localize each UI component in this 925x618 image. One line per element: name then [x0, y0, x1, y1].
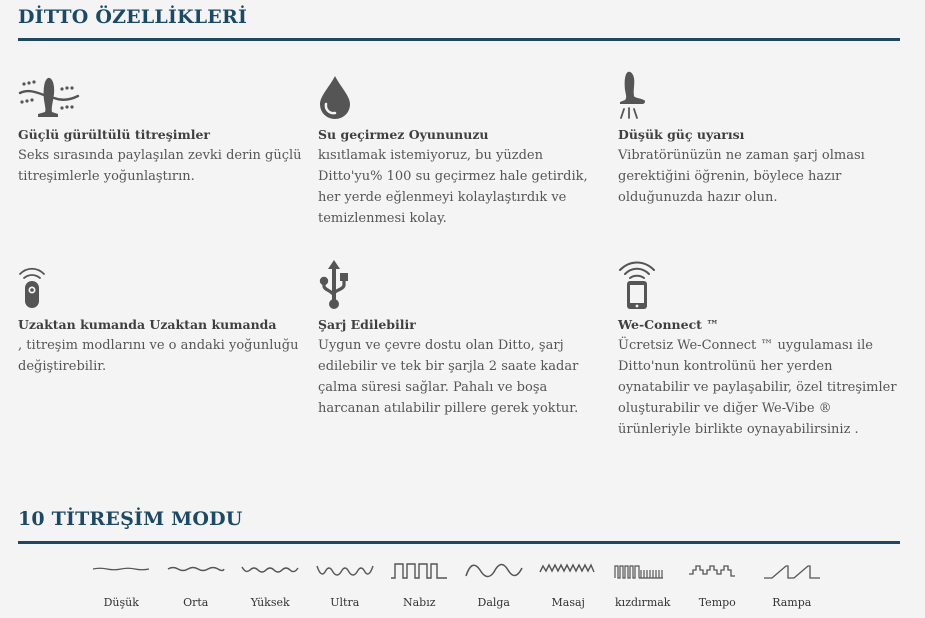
- sine-wave-icon: [464, 560, 524, 586]
- vibration-plug-icon: [18, 72, 303, 124]
- feature-title: Güçlü gürültülü titreşimler: [18, 127, 210, 142]
- mode-rampa: [755, 560, 830, 618]
- zigzag-icon: [538, 560, 598, 586]
- mode-label: Rampa: [772, 596, 812, 609]
- feature-remote-control: [18, 262, 303, 377]
- mode-label: Nabız: [402, 596, 436, 609]
- features-title-underline: [18, 38, 900, 41]
- tease-pattern-icon: [613, 560, 673, 586]
- feature-description: Seks sırasında paylaşılan zevki derin güçlü titreşimlerle yoğunlaştırın.: [18, 148, 302, 184]
- feature-description: Uygun ve çevre dostu olan Ditto, şarj edilebilir ve tek bir şarjla 2 saate kadar çalma süresi sağlar. Pahalı ve boşa harcanan atılabilir pillere gerek yoktur.: [318, 338, 579, 416]
- feature-title: We-Connect ™: [618, 317, 719, 332]
- feature-description: Ücretsiz We-Connect ™ uygulaması ile Ditto'nun kontrolünü her yerden oynatabilir ve paylaşabilir, özel titreşimler oluşturabilir ve diğer We-Vibe ® ürünleriyle birlikte oynayabilirsiniz .: [618, 338, 897, 437]
- mode-label: Ultra: [330, 596, 360, 609]
- usb-icon: [318, 262, 603, 314]
- wave-high-icon: [240, 560, 300, 586]
- mode-kizdirmak: [606, 560, 681, 618]
- smartphone-wireless-icon: [618, 262, 903, 314]
- mode-label: kızdırmak: [615, 596, 671, 609]
- features-section-title: DİTTO ÖZELLİKLERİ: [18, 6, 248, 28]
- ramp-icon: [762, 560, 822, 586]
- vibration-modes-list: [84, 560, 844, 618]
- low-power-plug-icon: [618, 72, 903, 124]
- pulse-square-icon: [389, 560, 449, 586]
- mode-orta: [159, 560, 234, 618]
- tempo-step-icon: [687, 560, 747, 586]
- mode-label: Tempo: [698, 596, 736, 609]
- feature-title: Düşük güç uyarısı: [618, 127, 745, 142]
- modes-title-underline: [18, 541, 900, 544]
- mode-label: Yüksek: [250, 596, 290, 609]
- mode-nabiz: [382, 560, 457, 618]
- feature-vibrations: [18, 72, 303, 187]
- wave-ultra-icon: [315, 560, 375, 586]
- feature-description: Vibratörünüzün ne zaman şarj olması gerektiğini öğrenin, böylece hazır olduğunuzda hazır olun.: [618, 148, 865, 205]
- wave-low-icon: [91, 560, 151, 586]
- modes-section-title: 10 TİTREŞİM MODU: [18, 508, 243, 530]
- feature-title: Şarj Edilebilir: [318, 317, 416, 332]
- mode-dalga: [457, 560, 532, 618]
- mode-yuksek: [233, 560, 308, 618]
- mode-label: Masaj: [551, 596, 585, 609]
- remote-control-icon: [18, 262, 303, 314]
- feature-description: kısıtlamak istemiyoruz, bu yüzden Ditto'yu% 100 su geçirmez hale getirdik, her yerde eğlenmeyi kolaylaştırdık ve temizlenmesi kolay.: [318, 148, 588, 226]
- water-drop-icon: [318, 72, 603, 124]
- feature-we-connect: [618, 262, 903, 440]
- mode-label: Dalga: [477, 596, 510, 609]
- mode-label: Orta: [183, 596, 209, 609]
- feature-low-power: [618, 72, 903, 208]
- feature-title: Su geçirmez Oyununuzu: [318, 127, 489, 142]
- feature-description: , titreşim modlarını ve o andaki yoğunluğu değiştirebilir.: [18, 338, 299, 374]
- feature-title: Uzaktan kumanda Uzaktan kumanda: [18, 317, 277, 332]
- mode-label: Düşük: [103, 596, 139, 609]
- mode-dusuk: [84, 560, 159, 618]
- feature-rechargeable: [318, 262, 603, 419]
- wave-medium-icon: [166, 560, 226, 586]
- feature-waterproof: [318, 72, 603, 229]
- mode-masaj: [531, 560, 606, 618]
- mode-tempo: [680, 560, 755, 618]
- mode-ultra: [308, 560, 383, 618]
